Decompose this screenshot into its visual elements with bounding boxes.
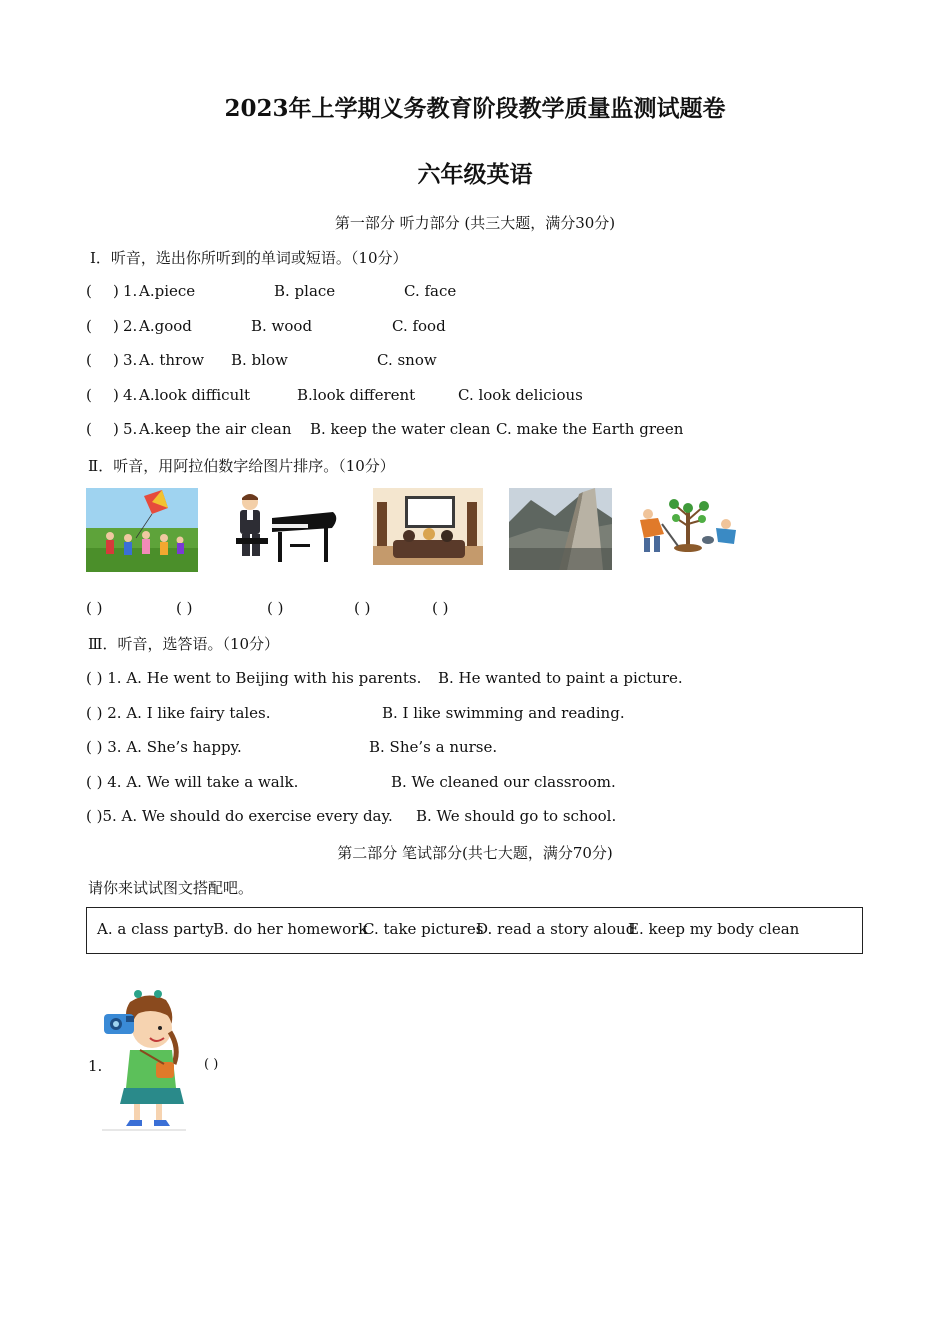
option-b: B. keep the water clean: [310, 420, 491, 438]
word-option: C. take pictures: [363, 920, 484, 938]
section3-option-b: B. We should go to school.: [416, 807, 617, 825]
picture-tv: [373, 488, 483, 565]
option-c: C. look delicious: [458, 386, 583, 404]
question-number: 3.: [123, 351, 138, 369]
picture-planting: [632, 494, 742, 558]
picture-order-blank[interactable]: ( ): [432, 599, 449, 617]
tv-family-icon: [373, 488, 483, 565]
option-a: A.piece: [139, 282, 196, 300]
picture-girl-camera: [100, 988, 188, 1132]
section3-option-a: ( )5. A. We should do exercise every day.: [86, 807, 393, 825]
option-c: C. food: [392, 317, 446, 335]
question-1-number: 1.: [88, 1057, 103, 1075]
question-number: 5.: [123, 420, 138, 438]
page-subtitle: 六年级英语: [417, 161, 533, 188]
option-c: C. face: [404, 282, 457, 300]
section3-option-a: ( ) 4. A. We will take a walk.: [86, 773, 299, 791]
part1-heading: 第一部分 听力部分 (共三大题，满分30分): [334, 214, 616, 232]
answer-paren-close: ): [113, 317, 119, 335]
great-wall-icon: [509, 488, 612, 570]
question-number: 4.: [123, 386, 138, 404]
option-c: C. snow: [377, 351, 437, 369]
answer-paren-close: ): [113, 351, 119, 369]
page-title: 2023年上学期义务教育阶段教学质量监测试题卷: [224, 95, 726, 122]
option-a: A.look difficult: [139, 386, 251, 404]
answer-paren-close: ): [113, 420, 119, 438]
option-a: A.good: [139, 317, 192, 335]
picture-order-blank[interactable]: ( ): [176, 599, 193, 617]
section3-option-b: B. He wanted to paint a picture.: [438, 669, 683, 687]
option-b: B.look different: [297, 386, 416, 404]
answer-paren-close: ): [113, 386, 119, 404]
option-a: A. throw: [139, 351, 205, 369]
option-c: C. make the Earth green: [496, 420, 684, 438]
picture-order-blank[interactable]: ( ): [267, 599, 284, 617]
word-option: E. keep my body clean: [628, 920, 800, 938]
question-1-answer-blank[interactable]: ( ): [204, 1057, 219, 1072]
word-option: B. do her homework: [213, 920, 368, 938]
piano-icon: [228, 488, 343, 568]
option-b: B. place: [274, 282, 336, 300]
question-number: 1.: [123, 282, 138, 300]
picture-order-blank[interactable]: ( ): [86, 599, 103, 617]
section3-option-b: B. I like swimming and reading.: [382, 704, 625, 722]
answer-paren-open: (: [86, 420, 92, 438]
section3-option-b: B. We cleaned our classroom.: [391, 773, 616, 791]
answer-paren-close: ): [113, 282, 119, 300]
section3-option-b: B. She’s a nurse.: [369, 738, 498, 756]
option-b: B. blow: [231, 351, 288, 369]
picture-kite: [86, 488, 198, 572]
girl-camera-icon: [100, 988, 188, 1132]
answer-paren-open: (: [86, 317, 92, 335]
section3-option-a: ( ) 3. A. She’s happy.: [86, 738, 242, 756]
answer-paren-open: (: [86, 351, 92, 369]
section3-option-a: ( ) 2. A. I like fairy tales.: [86, 704, 271, 722]
answer-paren-open: (: [86, 282, 92, 300]
picture-order-blank[interactable]: ( ): [354, 599, 371, 617]
option-a: A.keep the air clean: [139, 420, 292, 438]
section3-heading: Ⅲ．听音，选答语。（10分）: [88, 635, 280, 653]
planting-tree-icon: [632, 494, 742, 558]
section2-heading: Ⅱ．听音，用阿拉伯数字给图片排序。（10分）: [88, 457, 395, 475]
option-word-box: [86, 907, 863, 954]
section1-heading: Ⅰ．听音，选出你所听到的单词或短语。（10分）: [90, 249, 408, 267]
section3-option-a: ( ) 1. A. He went to Beijing with his parents.: [86, 669, 422, 687]
part2-instruction: 请你来试试图文搭配吧。: [88, 879, 254, 897]
question-number: 2.: [123, 317, 138, 335]
part2-heading: 第二部分 笔试部分(共七大题，满分70分): [337, 844, 613, 862]
picture-piano: [228, 488, 343, 568]
word-option: A. a class party: [97, 920, 214, 938]
word-option: D. read a story aloud: [476, 920, 636, 938]
option-b: B. wood: [251, 317, 313, 335]
answer-paren-open: (: [86, 386, 92, 404]
picture-great-wall: [509, 488, 612, 570]
kite-scene-icon: [86, 488, 198, 572]
